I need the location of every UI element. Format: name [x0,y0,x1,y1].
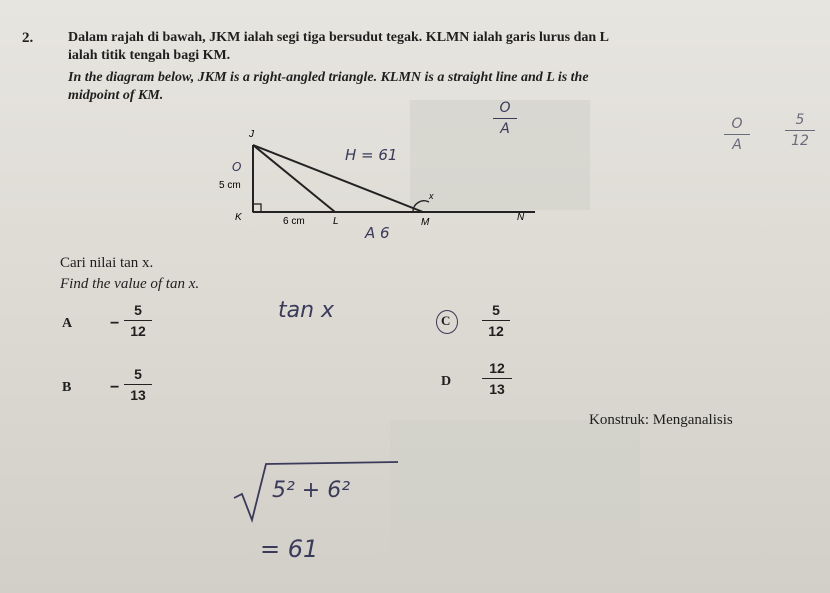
label-5cm: 5 cm [219,180,241,191]
option-b-sign: − [110,379,120,396]
label-x: x [429,191,434,201]
option-b-denominator: 13 [130,387,146,403]
handwritten-equals-61: = 61 [260,535,319,563]
triangle-diagram [215,120,545,240]
line-jl [253,145,335,212]
fraction-denominator: A [500,121,510,137]
handwritten-h-label: H = 61 [345,146,398,164]
option-b-fraction[interactable] [124,366,152,403]
option-c-letter[interactable]: C [441,313,451,328]
background-patch [390,420,640,560]
option-d-fraction[interactable] [482,360,512,397]
option-b-letter[interactable]: B [62,380,72,395]
label-6cm: 6 cm [283,216,305,227]
english-prompt: Find the value of tan x. [60,276,200,292]
handwritten-tan-x: tan x [278,298,335,323]
fraction-denominator: 12 [791,133,809,149]
fraction-numerator: 5 [795,112,805,128]
option-c-numerator: 5 [492,302,500,318]
malay-statement-line2: ialah titik tengah bagi KM. [68,48,231,63]
option-b-numerator: 5 [134,366,142,382]
english-statement-line1: In the diagram below, JKM is a right-angled triangle. KLMN is a straight line and L is the [68,70,589,85]
option-d-denominator: 13 [489,381,505,397]
fraction-numerator: O [499,100,511,116]
option-d-numerator: 12 [489,360,505,376]
handwritten-sqrt-expression: 5² + 6² [272,478,351,503]
line-jm [253,145,423,212]
construct-label: Konstruk: Menganalisis [589,412,733,428]
option-c-fraction[interactable] [482,302,510,339]
malay-statement-line1: Dalam rajah di bawah, JKM ialah segi tiga bersudut tegak. KLMN ialah garis lurus dan L [68,30,610,45]
handwritten-fraction-o-a [493,100,517,137]
handwritten-fraction-right-1 [724,116,750,153]
option-a-denominator: 12 [130,323,146,339]
label-m: M [421,217,430,228]
right-angle-marker [253,204,261,212]
handwritten-a6-label: A 6 [365,224,390,242]
fraction-numerator: O [731,116,743,132]
label-n: N [517,212,525,223]
fraction-denominator: A [732,137,742,153]
option-d-letter[interactable]: D [441,374,452,389]
option-a-fraction[interactable] [124,302,152,339]
option-c-denominator: 12 [488,323,504,339]
handwritten-o-label: O [232,160,242,174]
question-number: 2. [22,30,34,46]
option-a-numerator: 5 [134,302,142,318]
english-statement-line2: midpoint of KM. [68,88,164,103]
option-a-sign: − [110,315,120,332]
label-l: L [333,216,339,227]
malay-prompt: Cari nilai tan x. [60,255,154,271]
handwritten-fraction-right-2 [785,112,815,149]
option-a-letter[interactable]: A [62,316,73,331]
label-k: K [235,212,242,223]
label-j: J [249,129,254,140]
